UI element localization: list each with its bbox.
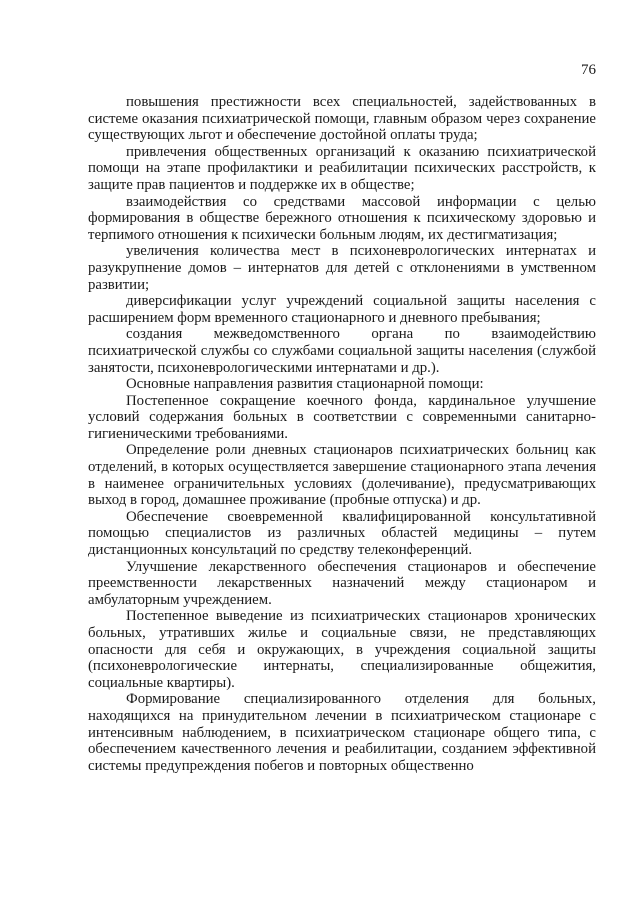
paragraph-internat-capacity: увеличения количества мест в психоневрологических интернатах и разукрупнение домов – интернатов для детей с отклонениями в умственном развитии; bbox=[88, 243, 596, 293]
paragraph-prestige: повышения престижности всех специальностей, задействованных в системе оказания психиатрической помощи, главным образом через сохранение существующих льгот и обеспечение достойной оплаты труда; bbox=[88, 94, 596, 144]
paragraph-chronic-patients: Постепенное выведение из психиатрических стационаров хронических больных, утративших жилье и социальные связи, не представляющих опасности для себя и окружающих, в учреждения социальной защиты (психоневрологические интернаты, специализированные общежития, социальные квартиры). bbox=[88, 608, 596, 691]
paragraph-public-organizations: привлечения общественных организаций к оказанию психиатрической помощи на этапе профилактики и реабилитации психических расстройств, к защите прав пациентов и поддержке их в обществе; bbox=[88, 143, 596, 193]
document-body bbox=[88, 94, 596, 774]
page-number: 76 bbox=[581, 62, 596, 78]
paragraph-inpatient-directions-heading: Основные направления развития стационарной помощи: bbox=[126, 376, 484, 393]
paragraph-consultations: Обеспечение своевременной квалифицированной консультативной помощью специалистов из различных областей медицины – путем дистанционных консультаций по средству телеконференций. bbox=[88, 508, 596, 559]
paragraph-day-hospitals: Определение роли дневных стационаров психиатрических больниц как отделений, в которых осуществляется завершение стационарного этапа лечения в наименее ограничительных условиях (долечивание), предусматривающих выход в город, домашнее проживание (пробные отпуска) и др. bbox=[88, 442, 596, 509]
paragraph-service-diversification: диверсификации услуг учреждений социальной защиты населения с расширением форм временного стационарного и дневного пребывания; bbox=[88, 293, 596, 326]
paragraph-interagency-body: создания межведомственного органа по взаимодействию психиатрической службы со службами социальной защиты населения (службой занятости, психоневрологическими интернатами и др.). bbox=[88, 326, 596, 376]
paragraph-specialized-department: Формирование специализированного отделения для больных, находящихся на принудительном лечении в психиатрическом стационаре с интенсивным наблюдением, в психиатрическом стационаре общего типа, с обеспечением качественного лечения и реабилитации, созданием эффективной системы предупреждения побегов и повторных общественно bbox=[88, 691, 596, 774]
paragraph-drug-supply: Улучшение лекарственного обеспечения стационаров и обеспечение преемственности лекарственных назначений между стационаром и амбулаторным учреждением. bbox=[88, 558, 596, 608]
paragraph-bed-reduction: Постепенное сокращение коечного фонда, кардинальное улучшение условий содержания больных в соответствии с современными санитарно-гигиеническими требованиями. bbox=[88, 392, 596, 442]
paragraph-mass-media: взаимодействия со средствами массовой информации с целью формирования в обществе бережного отношения к психическому здоровью и терпимого отношения к психически больным людям, их дестигматизация; bbox=[88, 193, 596, 243]
